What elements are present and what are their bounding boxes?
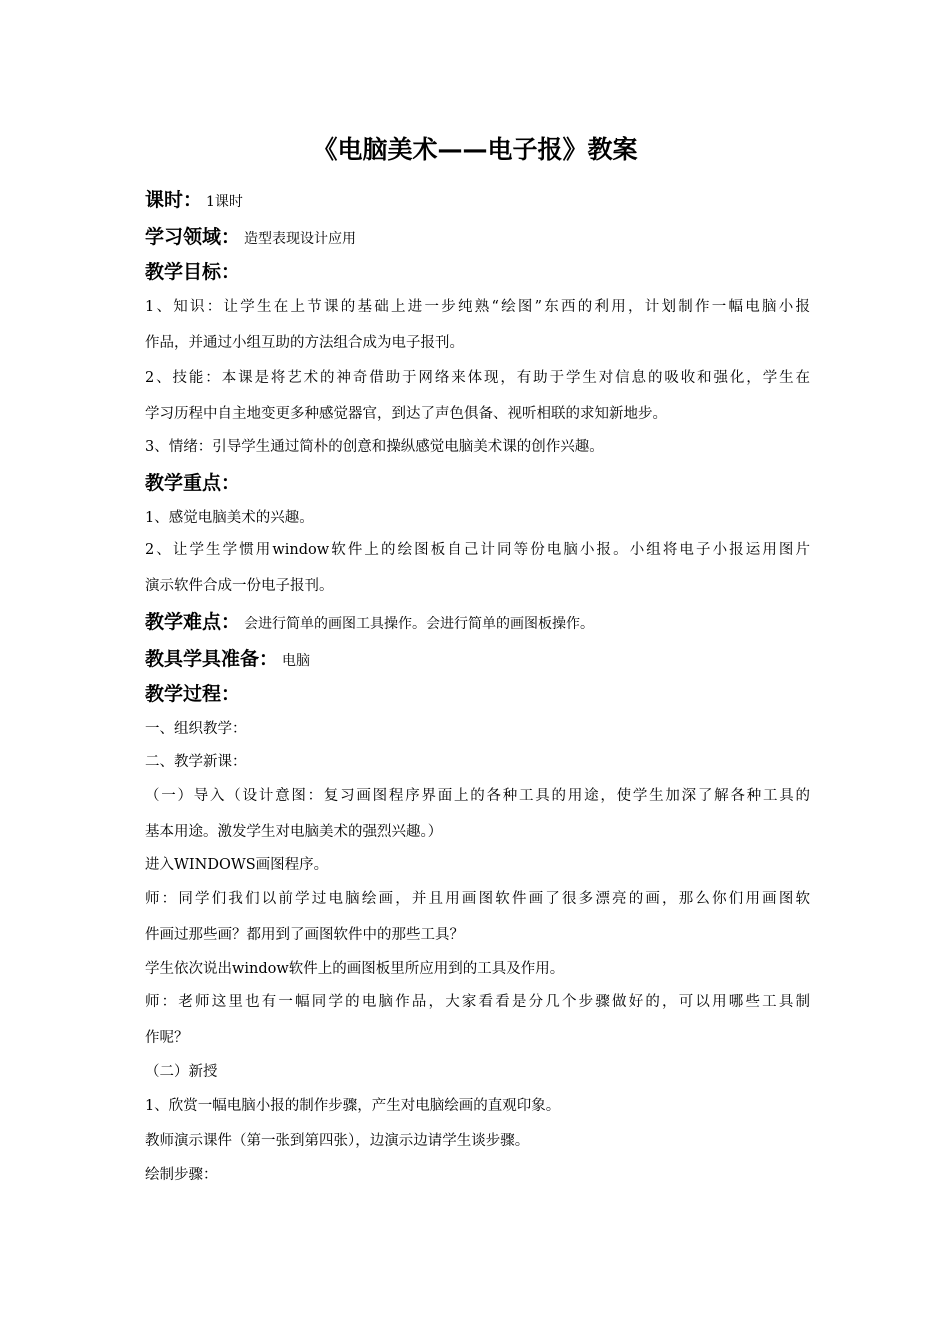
process-line: 二、教学新课： [145,754,247,770]
goals-line: 作品，并通过小组互助的方法组合成为电子报刊。 [145,335,464,351]
domain-label: 学习领域： [145,226,241,248]
domain-row [145,228,810,247]
goals-line: 1、知识：让学生在上节课的基础上进一步纯熟“绘图”东西的利用，计划制作一幅电脑小报 [145,299,810,315]
tools-label: 教具学具准备： [145,648,279,670]
process-line: 基本用途。激发学生对电脑美术的强烈兴趣。） [145,824,443,840]
difficulty-row [145,613,810,632]
goals-heading: 教学目标： [145,261,241,283]
process-line: 教师演示课件（第一张到第四张），边演示边请学生谈步骤。 [145,1133,530,1149]
process-line: （二）新授 [145,1064,218,1080]
process-line: 师：同学们我们以前学过电脑绘画，并且用画图软件画了很多漂亮的画，那么你们用画图软 [145,891,810,907]
key-point-line: 演示软件合成一份电子报刊。 [145,578,334,594]
hours-row [145,191,810,210]
process-line: 一、组织教学： [145,721,247,737]
process-line: （一）导入（设计意图：复习画图程序界面上的各种工具的用途，使学生加深了解各种工具的 [145,788,810,804]
process-line: 进入WINDOWS画图程序。 [145,857,329,873]
process-heading: 教学过程： [145,683,241,705]
domain-value: 造型表现设计应用 [244,231,357,247]
hours-value: 1课时 [206,194,243,210]
tools-row [145,650,810,669]
process-line: 件画过那些画？都用到了画图软件中的那些工具？ [145,927,464,943]
tools-value: 电脑 [282,653,311,669]
process-line: 作呢？ [145,1030,189,1046]
document-title: 《电脑美术——电子报》教案 [312,135,638,164]
process-line: 学生依次说出window软件上的画图板里所应用到的工具及作用。 [145,961,565,977]
key-points-heading: 教学重点： [145,472,241,494]
goals-line: 3、情绪：引导学生通过简朴的创意和操纵感觉电脑美术课的创作兴趣。 [145,439,604,455]
process-line: 绘制步骤： [145,1167,218,1183]
hours-label: 课时： [145,189,203,211]
difficulty-value: 会进行简单的画图工具操作。会进行简单的画图板操作。 [244,616,595,632]
goals-line: 学习历程中自主地变更多种感觉器官，到达了声色俱备、视听相联的求知新地步。 [145,406,667,422]
process-line: 师：老师这里也有一幅同学的电脑作品，大家看看是分几个步骤做好的，可以用哪些工具制 [145,994,810,1010]
key-point-line: 2、让学生学惯用window软件上的绘图板自己计同等份电脑小报。小组将电子小报运用图片 [145,542,810,558]
process-line: 1、欣赏一幅电脑小报的制作步骤，产生对电脑绘画的直观印象。 [145,1098,561,1114]
goals-line: 2、技能：本课是将艺术的神奇借助于网络来体现，有助于学生对信息的吸收和强化，学生在 [145,370,810,386]
difficulty-label: 教学难点： [145,611,241,633]
key-point-line: 1、感觉电脑美术的兴趣。 [145,510,314,526]
